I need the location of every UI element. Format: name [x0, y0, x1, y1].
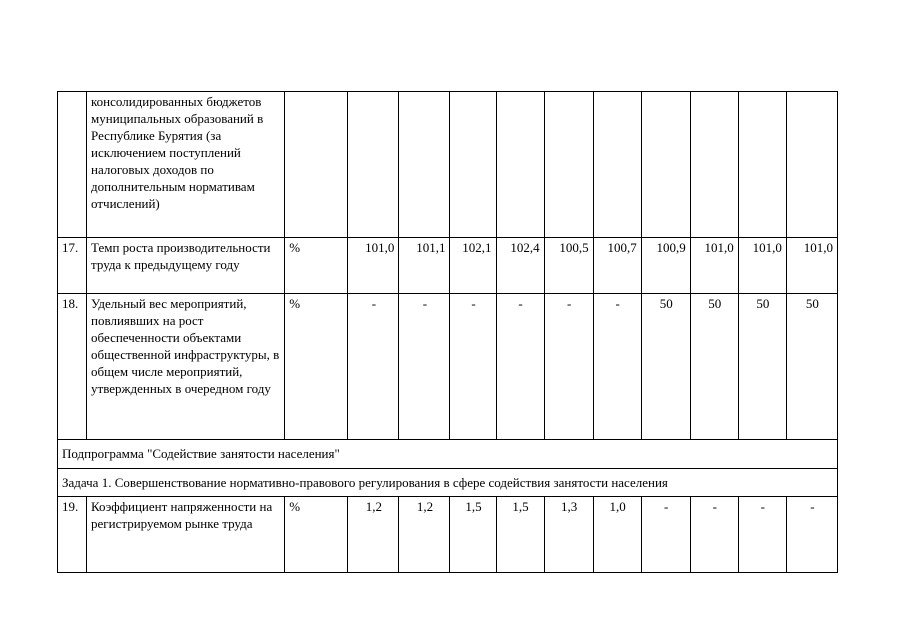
value-cell: - — [450, 294, 496, 440]
value-cell: 102,1 — [450, 238, 496, 294]
value-cell: 50 — [641, 294, 690, 440]
value-cell: 1,2 — [399, 497, 450, 573]
value-cell: - — [786, 497, 837, 573]
value-cell: - — [544, 294, 593, 440]
indicator-name: консолидированных бюджетов муниципальных образований в Республике Бурятия (за исключением поступлений налоговых доходов по дополнительным нормативам отчислений) — [87, 92, 285, 238]
value-cell — [690, 92, 738, 238]
table-row — [58, 497, 838, 573]
value-cell: 101,0 — [786, 238, 837, 294]
value-cell: 100,9 — [641, 238, 690, 294]
row-number: 19. — [58, 497, 87, 573]
value-cell — [738, 92, 786, 238]
value-cell: 1,2 — [348, 497, 399, 573]
value-cell: 100,5 — [544, 238, 593, 294]
row-number — [58, 92, 87, 238]
value-cell: 1,5 — [496, 497, 544, 573]
subprogram-row — [58, 440, 838, 469]
subprogram-title: Подпрограмма "Содействие занятости населения" — [58, 440, 838, 469]
value-cell — [641, 92, 690, 238]
value-cell: - — [399, 294, 450, 440]
unit-cell — [285, 92, 348, 238]
table-row — [58, 238, 838, 294]
indicator-name: Удельный вес мероприятий, повлиявших на рост обеспеченности объектами общественной инфраструктуры, в общем числе мероприятий, утвержденных в очередном году — [87, 294, 285, 440]
value-cell: 101,0 — [348, 238, 399, 294]
value-cell: - — [690, 497, 738, 573]
value-cell: - — [496, 294, 544, 440]
value-cell: - — [641, 497, 690, 573]
value-cell: 1,3 — [544, 497, 593, 573]
value-cell: 1,0 — [593, 497, 641, 573]
row-number: 18. — [58, 294, 87, 440]
value-cell: 50 — [690, 294, 738, 440]
value-cell: 101,0 — [690, 238, 738, 294]
row-number: 17. — [58, 238, 87, 294]
value-cell: 100,7 — [593, 238, 641, 294]
value-cell — [450, 92, 496, 238]
value-cell: - — [738, 497, 786, 573]
unit-cell: % — [285, 238, 348, 294]
value-cell — [786, 92, 837, 238]
task-row — [58, 469, 838, 497]
value-cell — [348, 92, 399, 238]
value-cell: 101,1 — [399, 238, 450, 294]
value-cell — [399, 92, 450, 238]
value-cell — [544, 92, 593, 238]
value-cell: 1,5 — [450, 497, 496, 573]
unit-cell: % — [285, 497, 348, 573]
value-cell — [593, 92, 641, 238]
value-cell: 50 — [738, 294, 786, 440]
value-cell: 102,4 — [496, 238, 544, 294]
value-cell: - — [593, 294, 641, 440]
indicator-name: Темп роста производительности труда к предыдущему году — [87, 238, 285, 294]
task-title: Задача 1. Совершенствование нормативно-правового регулирования в сфере содействия занятости населения — [58, 469, 838, 497]
table-row — [58, 92, 838, 238]
table-row — [58, 294, 838, 440]
value-cell: 50 — [786, 294, 837, 440]
indicator-name: Коэффициент напряженности на регистрируемом рынке труда — [87, 497, 285, 573]
value-cell: - — [348, 294, 399, 440]
unit-cell: % — [285, 294, 348, 440]
indicators-table — [57, 91, 838, 573]
value-cell: 101,0 — [738, 238, 786, 294]
value-cell — [496, 92, 544, 238]
